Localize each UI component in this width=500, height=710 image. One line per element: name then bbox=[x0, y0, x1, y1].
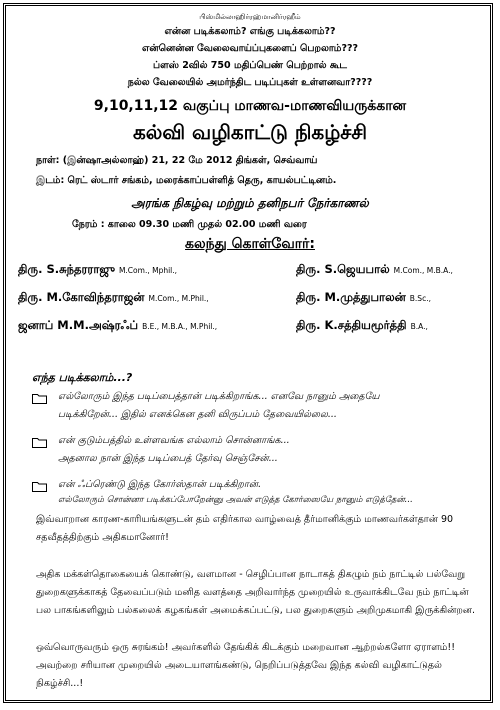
participant-name: சுந்தரராஜு bbox=[59, 262, 115, 276]
participant-degree: B.A., bbox=[410, 322, 428, 331]
bullet-line: படிக்கிறேன்... இதில் எனக்கென தனி விருப்பம் தேவையில்லை... bbox=[58, 409, 337, 420]
audience-heading: 9,10,11,12 வகுப்பு மாணவ-மாணவியருக்கான bbox=[93, 98, 407, 114]
participant-prefix: திரு. M. bbox=[18, 290, 63, 304]
question-line-4: நல்ல வேலையில் அமர்ந்திட படிப்புகள் உள்ளனவா???? bbox=[127, 77, 373, 88]
time-line: நேரம் : காலை 09.30 மணி முதல் 02.00 மணி வரை bbox=[72, 219, 307, 230]
bullet-line: என் குடும்பத்தில் உள்ளவங்க எல்லாம் சொன்னாங்க... bbox=[58, 435, 290, 446]
participant-degree: M.Com., M.B.A., bbox=[393, 266, 453, 275]
bullet-line: எல்லோரும் இந்த படிப்பைத்தான் படிக்கிறாங்க... எனவே நானும் அதையே bbox=[58, 391, 380, 402]
section-title: எந்த படிக்கலாம்...? bbox=[32, 371, 133, 384]
folder-icon bbox=[32, 393, 47, 404]
participant-2 bbox=[296, 262, 453, 278]
participant-6 bbox=[296, 318, 428, 334]
event-title: கல்வி வழிகாட்டு நிகழ்ச்சி bbox=[132, 120, 368, 144]
participant-name: முத்துபாலன் bbox=[340, 290, 406, 304]
participant-prefix: ஜனாப் M.M. bbox=[18, 318, 89, 332]
folder-icon bbox=[32, 481, 47, 492]
paragraph-1: இவ்வாறான காரண-காரியங்களுடன் தம் எதிர்கால வாழ்வைத் தீர்மானிக்கும் மாணவர்கள்தான் 90 சதவீதத்திற்கும் அதிகமானோர்! bbox=[36, 514, 454, 543]
participant-name: ஜெயபால் bbox=[337, 262, 390, 276]
participant-prefix: திரு. M. bbox=[296, 290, 341, 304]
venue-line: இடம்: ரெட் ஸ்டார் சங்கம், மரைக்காப்பள்ளித் தெரு, காயல்பட்டினம். bbox=[36, 175, 337, 186]
participant-1 bbox=[18, 262, 177, 278]
question-line-2: என்னென்ன வேலைவாய்ப்புகளைப் பெறலாம்??? bbox=[142, 43, 358, 54]
question-line-3: ப்ளஸ் 2வில் 750 மதிப்பெண் பெற்றால் கூட bbox=[153, 60, 347, 71]
participant-name: கோவிந்தராஜன் bbox=[62, 290, 145, 304]
participant-3 bbox=[18, 290, 209, 306]
participant-name: சத்தியமூர்த்தி bbox=[337, 318, 407, 332]
participant-degree: B.Sc., bbox=[409, 294, 431, 303]
participant-5 bbox=[18, 318, 217, 334]
date-line: நாள்: (இன்ஷாஅல்லாஹ்) 21, 22 மே 2012 திங்கள், செவ்வாய் bbox=[36, 155, 318, 166]
paragraph-2: அதிக மக்கள்தொகையைக் கொண்டு, வளமான - செழிப்பான நாடாகத் திகழும் நம் நாட்டில் பல்வேறு துறைகளுக்காகத் தேவைப்படும் மனித வளத்தை அறிவார்ந்த முறையில் உருவாக்கிடவே நம் நாட்டின் பல பாகங்களிலும் பல்கலைக் கழகங்கள் அமைக்கப்பட்டு, பல துறைகளும் அறிமுகமாகி இருக்கின்றன. bbox=[36, 569, 476, 616]
bullet-item-2 bbox=[32, 435, 472, 475]
event-subtitle: அரங்க நிகழ்வு மற்றும் தனிநபர் நேர்காணல் bbox=[131, 196, 369, 210]
folder-icon bbox=[32, 437, 47, 448]
bullet-line: என் ஃப்ரெண்டு இந்த கோர்ஸ்தான் படிக்கிறான். bbox=[58, 479, 262, 490]
question-line-1: என்ன படிக்கலாம்? எங்கு படிக்கலாம்?? bbox=[164, 26, 336, 37]
participant-4 bbox=[296, 290, 431, 306]
participants-title: கலந்து கொள்வோர்: bbox=[185, 236, 315, 252]
bullet-item-1 bbox=[32, 391, 472, 431]
paragraph-3: ஒவ்வொருவரும் ஒரு சுரங்கம்! அவர்களில் தேங்கிக் கிடக்கும் மறைவான ஆற்றல்களோ ஏராளம்!! அவற்றை சரியான முறையில் அடையாளங்கண்டு, நெறிப்படுத்தவே இந்த கல்வி வழிகாட்டுதல் நிகழ்ச்சி...! bbox=[36, 642, 456, 689]
bismillah-text: பிஸ்மில்லாஹிர்ரஹ்மானிர்ரஹீம் bbox=[199, 13, 301, 21]
participant-name: அஷ்ரஃப் bbox=[88, 318, 139, 332]
participant-degree: B.E., M.B.A., M.Phil., bbox=[142, 322, 218, 331]
participant-prefix: திரு. S. bbox=[296, 262, 338, 276]
participant-prefix: திரு. K. bbox=[296, 318, 338, 332]
participant-degree: M.Com., M.Phil., bbox=[148, 294, 209, 303]
participant-degree: M.Com., Mphil., bbox=[118, 266, 178, 275]
bullet-line: எல்லோரும் சொன்னா படிக்கப்போறேன்னு அவன் எடுத்த கோர்ஸையே நானும் எடுத்தேன்... bbox=[58, 495, 413, 505]
bullet-line: அதனால நான் இந்த படிப்பைத் தேர்வு செஞ்சேன்... bbox=[58, 453, 278, 464]
participant-prefix: திரு. S. bbox=[18, 262, 60, 276]
